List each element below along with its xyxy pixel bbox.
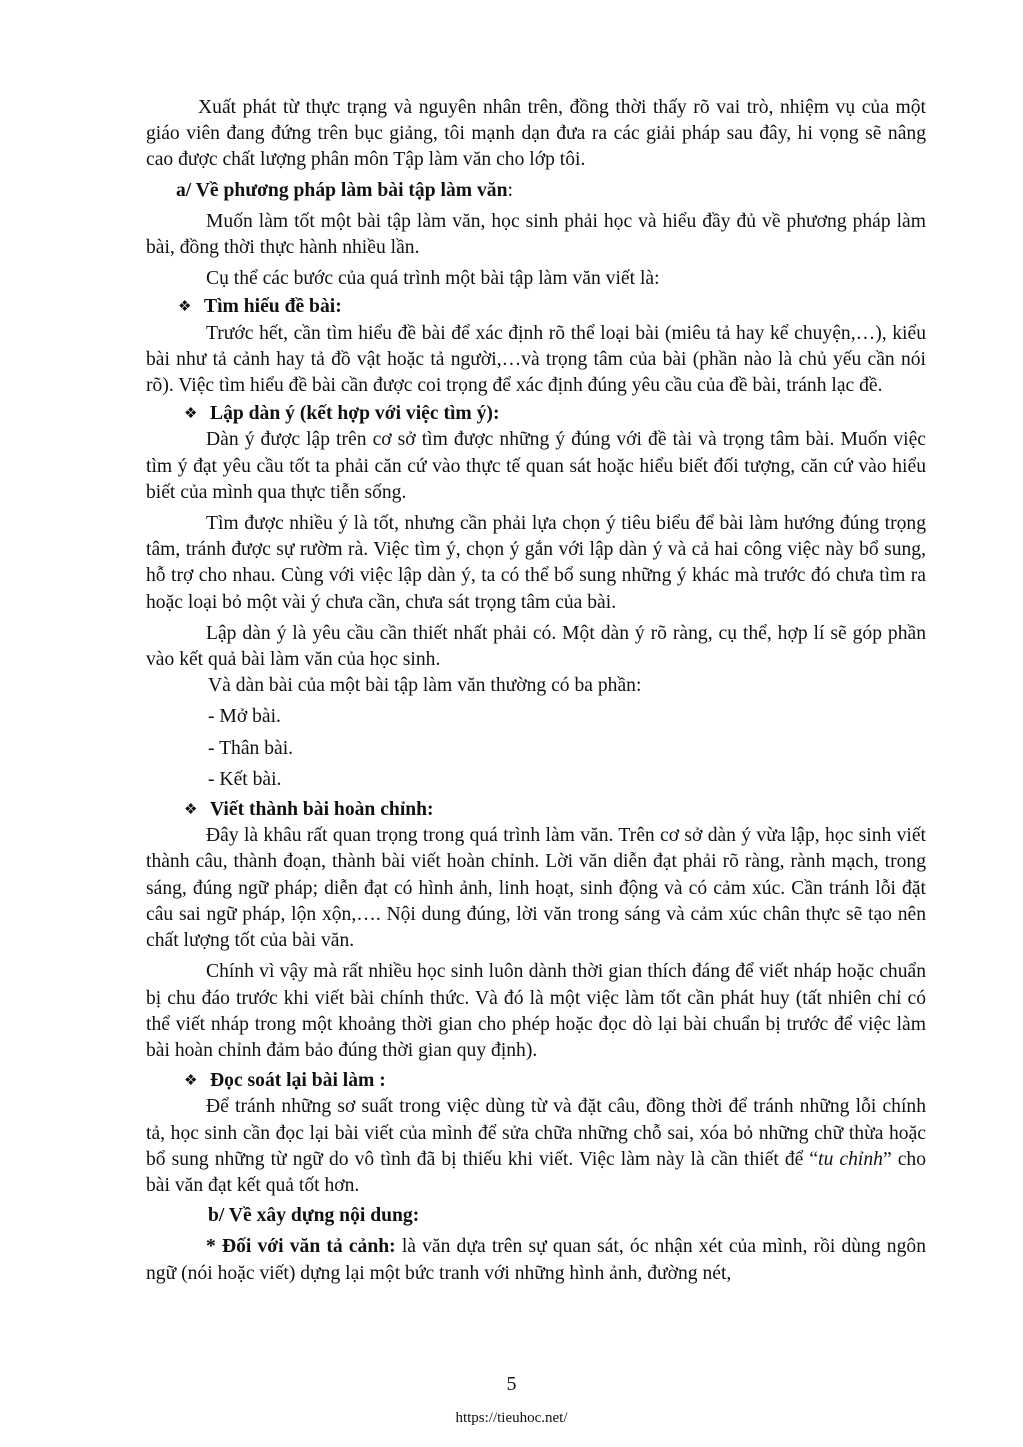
heading-a-colon: : — [507, 179, 513, 201]
step3-paragraph-2: Chính vì vậy mà rất nhiều học sinh luôn dành thời gian thích đáng để viết nháp hoặc chuẩn bị chu đáo trước khi viết bài chính thức. Và đó là một việc làm tốt cần phát huy (tất nhiên chỉ có thể viết nháp trong một khoảng thời gian cho phép hoặc đọc dò lại bài chuẩn bị trước để việc làm bài hoàn chỉnh đảm bảo đúng thời gian quy định). — [146, 961, 926, 1061]
outline-part: - Mở bài. — [208, 706, 281, 728]
outline-part: - Thân bài. — [208, 737, 294, 759]
diamond-bullet-icon: ❖ — [184, 406, 198, 423]
heading-a — [176, 178, 926, 204]
step2-paragraph-1: Dàn ý được lập trên cơ sở tìm được những ý đúng với đề tài và trọng tâm bài. Muốn việc tìm ý đạt yêu cầu tốt ta phải căn cứ vào thực tế quan sát hoặc hiểu biết đối tượng, căn cứ vào hiểu biết của mình qua thực tiễn sống. — [146, 429, 926, 503]
document-page — [146, 95, 926, 1287]
diamond-bullet-icon: ❖ — [178, 299, 192, 316]
step2-paragraph-4: Và dàn bài của một bài tập làm văn thường có ba phần: — [208, 675, 642, 697]
paragraph-b1 — [146, 1234, 926, 1286]
step-heading-2 — [184, 401, 926, 427]
step-title-3: Viết thành bài hoàn chỉnh: — [210, 799, 434, 821]
paragraph-a2: Cụ thể các bước của quá trình một bài tập làm văn viết là: — [206, 268, 660, 290]
outline-part: - Kết bài. — [208, 768, 282, 790]
step2-paragraph-2: Tìm được nhiều ý là tốt, nhưng cần phải lựa chọn ý tiêu biểu để bài làm hướng đúng trọng tâm, tránh được sự rườm rà. Việc tìm ý, chọn ý gắn với lập dàn ý và cả hai công việc này bổ sung, hỗ trợ cho nhau. Cùng với việc lập dàn ý, ta có thể bổ sung những ý khác mà trước đó chưa tìm ra hoặc loại bỏ một vài ý chưa cần, chưa sát trọng tâm của bài. — [146, 513, 926, 613]
step3-paragraph-1: Đây là khâu rất quan trọng trong quá trình làm văn. Trên cơ sở dàn ý vừa lập, học sinh viết thành câu, thành đoạn, thành bài viết hoàn chỉnh. Lời văn diễn đạt phải rõ ràng, rành mạch, trong sáng, đúng ngữ pháp; diễn đạt có hình ảnh, linh hoạt, sinh động và có cảm xúc. Cần tránh lỗi đặt câu sai ngữ pháp, lộn xộn,…. Nội dung đúng, lời văn trong sáng và cảm xúc chân thực sẽ tạo nên chất lượng tốt của bài văn. — [146, 825, 926, 952]
step-heading-3 — [184, 797, 926, 823]
step1-paragraph: Trước hết, cần tìm hiểu đề bài để xác định rõ thể loại bài (miêu tả hay kể chuyện,…), kiểu bài như tả cảnh hay tả đồ vật hoặc tả người,…và trọng tâm của bài (phần nào là chủ yếu cần nói rõ). Việc tìm hiểu đề bài cần được coi trọng để xác định đúng yêu cầu của đề bài, tránh lạc đề. — [146, 322, 926, 397]
step-heading-4 — [184, 1068, 926, 1094]
step-title-1: Tìm hiểu đề bài: — [204, 296, 342, 318]
step-title-2: Lập dàn ý (kết hợp với việc tìm ý): — [210, 403, 500, 425]
footer-url: https://tieuhoc.net/ — [455, 1410, 568, 1426]
step4-italic-term: tu chỉnh — [818, 1148, 883, 1170]
page-number: 5 — [506, 1373, 517, 1395]
paragraph-b1-label: * Đối với văn tả cảnh: — [206, 1236, 396, 1258]
heading-b: b/ Về xây dựng nội dung: — [208, 1205, 420, 1227]
step4-paragraph — [146, 1094, 926, 1199]
intro-paragraph: Xuất phát từ thực trạng và nguyên nhân trên, đồng thời thấy rõ vai trò, nhiệm vụ của một giáo viên đang đứng trên bục giảng, tôi mạnh dạn đưa ra các giải pháp sau đây, hi vọng sẽ nâng cao được chất lượng phân môn Tập làm văn cho lớp tôi. — [146, 97, 926, 171]
step-heading-1 — [178, 294, 926, 320]
step-title-4: Đọc soát lại bài làm : — [210, 1070, 386, 1092]
paragraph-b1-text: là văn dựa trên sự quan sát, óc nhận xét của mình, rồi dùng ngôn ngữ (nói hoặc viết) dựng lại một bức tranh với những hình ảnh, đường nét, — [146, 1236, 926, 1284]
step4-text: Để tránh những sơ suất trong việc dùng từ và đặt câu, đồng thời để tránh những lỗi chính tả, học sinh cần đọc lại bài viết của mình để sửa chữa những chỗ sai, xóa bỏ những chữ thừa hoặc bổ sung những từ ngữ do vô tình đã bị thiếu khi viết. Việc làm này là cần thiết để “ — [146, 1096, 926, 1170]
step2-paragraph-3: Lập dàn ý là yêu cầu cần thiết nhất phải có. Một dàn ý rõ ràng, cụ thể, hợp lí sẽ góp phần vào kết quả bài làm văn của học sinh. — [146, 622, 926, 671]
heading-a-text: a/ Về phương pháp làm bài tập làm văn — [176, 179, 508, 201]
step4-text-end: ” cho bài văn đạt kết quả tốt hơn. — [146, 1148, 926, 1196]
paragraph-a1: Muốn làm tốt một bài tập làm văn, học sinh phải học và hiểu đầy đủ về phương pháp làm bài, đồng thời thực hành nhiều lần. — [146, 210, 926, 259]
diamond-bullet-icon: ❖ — [184, 1073, 198, 1090]
diamond-bullet-icon: ❖ — [184, 802, 198, 819]
